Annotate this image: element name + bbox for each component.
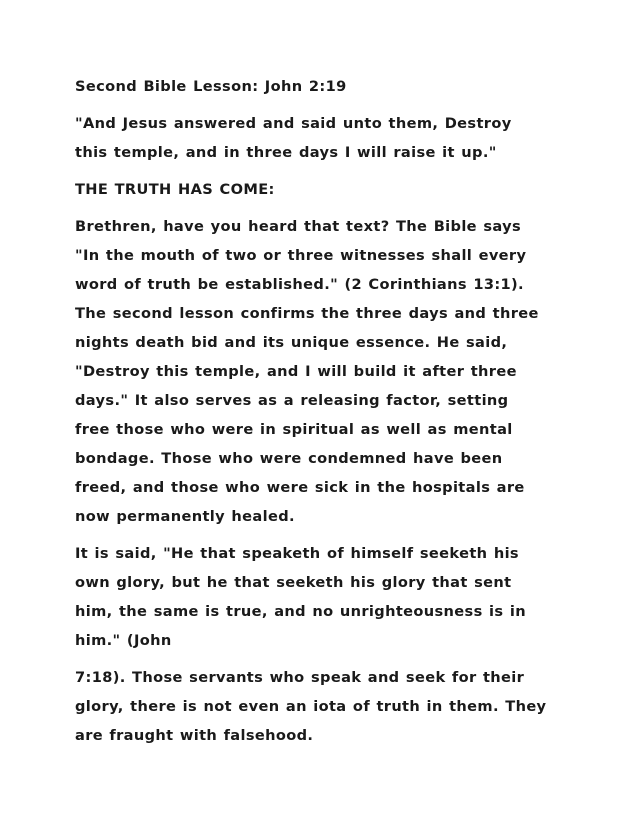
paragraph-brethren (75, 212, 575, 531)
text-line: him, the same is true, and no unrighteousness is in (75, 603, 526, 620)
paragraph-servants (75, 663, 575, 750)
section-heading (75, 175, 575, 204)
text-line: "Destroy this temple, and I will build it after three (75, 363, 517, 380)
text-line: 7:18). Those servants who speak and seek for their (75, 669, 525, 686)
text-line: days." It also serves as a releasing factor, setting (75, 392, 509, 409)
text-line: free those who were in spiritual as well as mental (75, 421, 513, 438)
text-line: "And Jesus answered and said unto them, Destroy (75, 115, 512, 132)
text-line: "In the mouth of two or three witnesses shall every (75, 247, 527, 264)
text-line: It is said, "He that speaketh of himself seeketh his (75, 545, 519, 562)
text-line: are fraught with falsehood. (75, 727, 314, 744)
lesson-title (75, 72, 575, 101)
text-line: Second Bible Lesson: John 2:19 (75, 78, 347, 95)
text-line: this temple, and in three days I will raise it up." (75, 144, 497, 161)
scripture-quote (75, 109, 575, 167)
text-line: freed, and those who were sick in the hospitals are (75, 479, 525, 496)
text-line: now permanently healed. (75, 508, 295, 525)
text-line: The second lesson confirms the three days and three (75, 305, 539, 322)
text-line: glory, there is not even an iota of truth in them. They (75, 698, 547, 715)
text-line: own glory, but he that seeketh his glory that sent (75, 574, 512, 591)
text-line: word of truth be established." (2 Corinthians 13:1). (75, 276, 524, 293)
text-line: nights death bid and its unique essence. He said, (75, 334, 508, 351)
paragraph-it-is-said (75, 539, 575, 655)
text-line: him." (John (75, 632, 172, 649)
text-line: THE TRUTH HAS COME: (75, 181, 275, 198)
document-page (75, 72, 575, 758)
text-line: bondage. Those who were condemned have been (75, 450, 503, 467)
text-line: Brethren, have you heard that text? The Bible says (75, 218, 522, 235)
